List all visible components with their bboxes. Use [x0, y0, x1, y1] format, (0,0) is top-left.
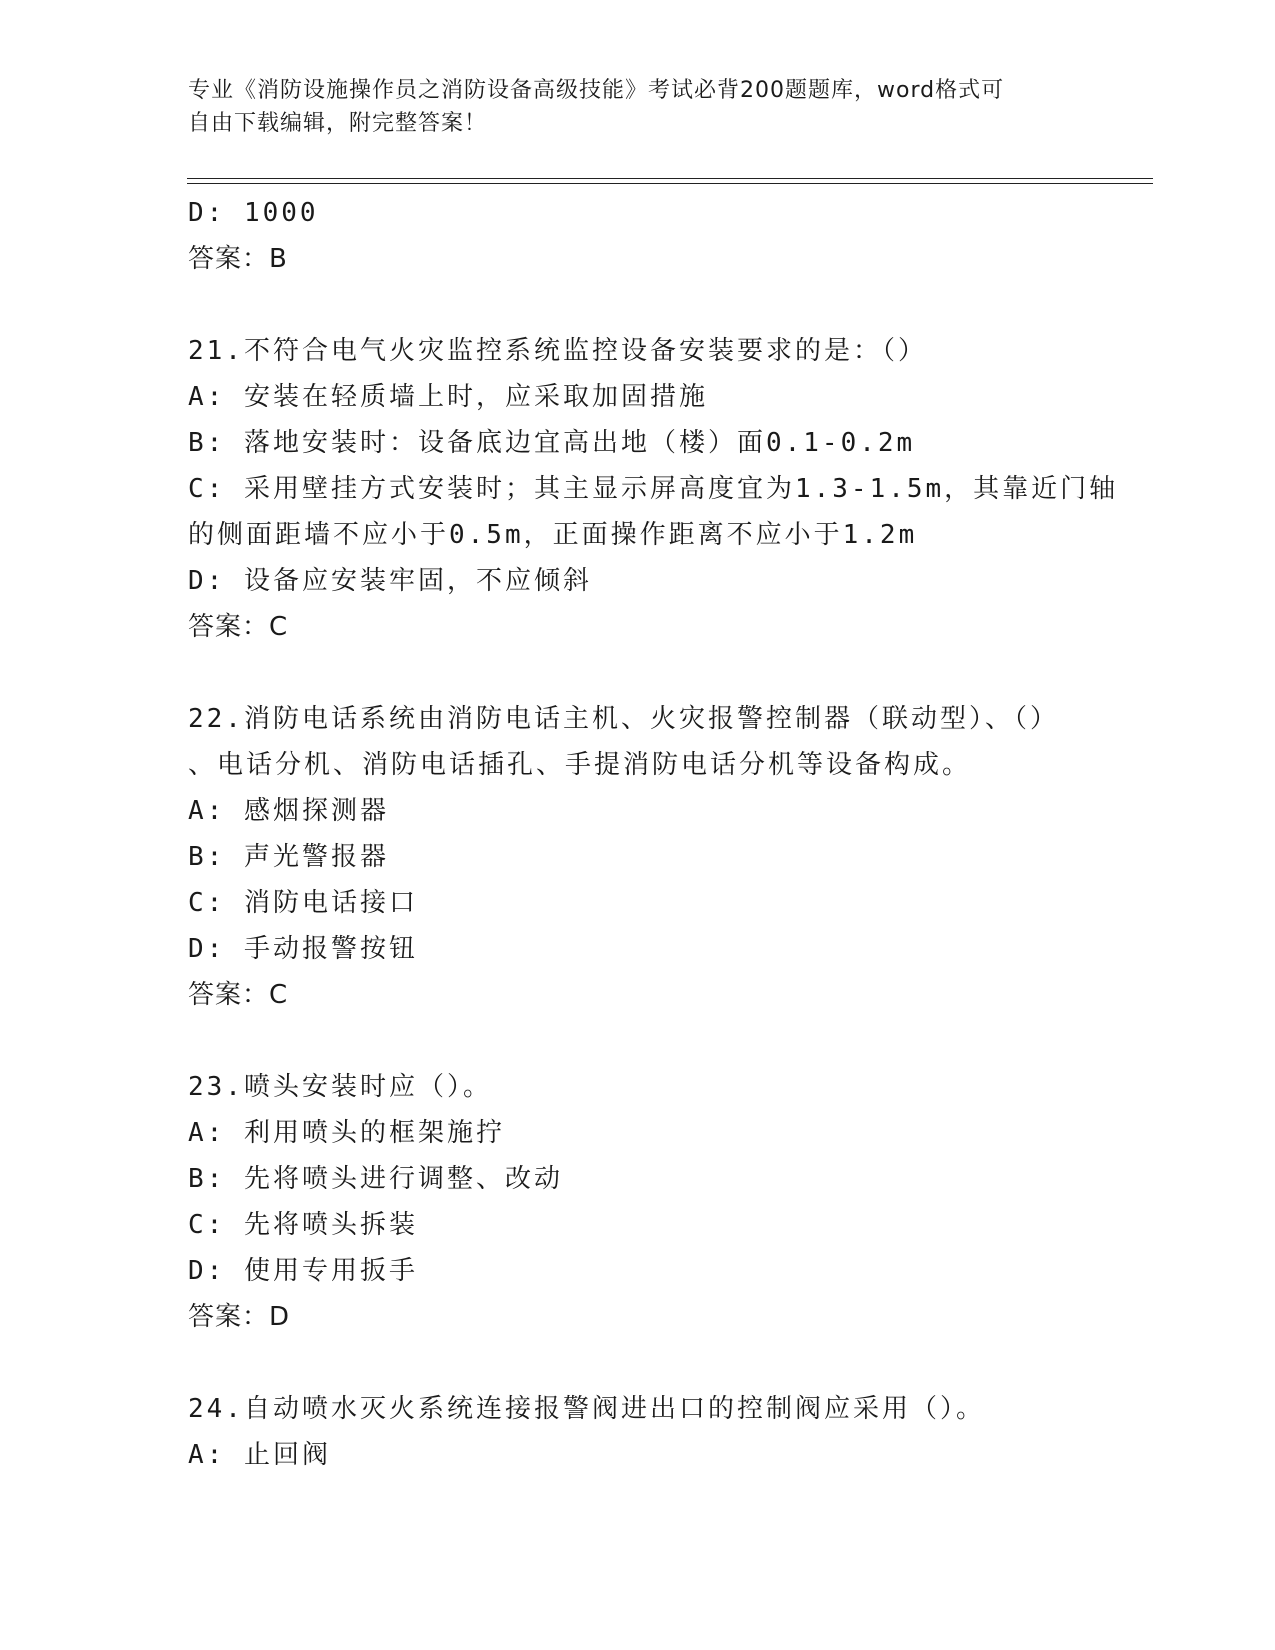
question-content	[188, 190, 1119, 1478]
question-stem: 22.消防电话系统由消防电话主机、火灾报警控制器（联动型）、（）	[188, 704, 1059, 734]
option-d: D: 使用专用扳手	[188, 1256, 418, 1286]
answer: 答案：C	[188, 612, 289, 642]
prev-answer: 答案：B	[188, 244, 288, 274]
option-c: C: 先将喷头拆装	[188, 1210, 418, 1240]
option-a: A: 感烟探测器	[188, 796, 389, 826]
spacer	[188, 1018, 1088, 1064]
question-stem: 24.自动喷水灭火系统连接报警阀进出口的控制阀应采用（）。	[188, 1394, 985, 1424]
answer: 答案：D	[188, 1302, 291, 1332]
option-d: D: 设备应安装牢固，不应倾斜	[188, 566, 592, 596]
option-a: A: 止回阀	[188, 1440, 331, 1470]
question-23	[188, 1064, 1088, 1340]
option-a: A: 安装在轻质墙上时，应采取加固措施	[188, 382, 708, 412]
header-line-2: 自由下载编辑，附完整答案！	[188, 111, 488, 136]
option-c: C: 消防电话接口	[188, 888, 418, 918]
question-stem: 23.喷头安装时应（）。	[188, 1072, 492, 1102]
option-a: A: 利用喷头的框架施拧	[188, 1118, 505, 1148]
option-b: B: 落地安装时：设备底边宜高出地（楼）面0.1-0.2m	[188, 428, 916, 458]
option-c-continued: 的侧面距墙不应小于0.5m，正面操作距离不应小于1.2m	[188, 520, 918, 550]
spacer	[188, 282, 1088, 328]
spacer	[188, 1340, 1088, 1386]
question-21	[188, 328, 1119, 650]
header-divider-top	[187, 178, 1153, 179]
header-line-1: 专业《消防设施操作员之消防设备高级技能》考试必背200题题库，word格式可	[188, 78, 1005, 103]
option-c: C: 采用壁挂方式安装时；其主显示屏高度宜为1.3-1.5m，其靠近门轴	[188, 474, 1119, 504]
question-stem-continued: 、电话分机、消防电话插孔、手提消防电话分机等设备构成。	[188, 750, 972, 780]
question-24	[188, 1386, 1088, 1478]
option-b: B: 先将喷头进行调整、改动	[188, 1164, 563, 1194]
option-d: D: 手动报警按钮	[188, 934, 418, 964]
question-22	[188, 696, 1088, 1018]
header-divider-bottom	[187, 183, 1153, 184]
option-b: B: 声光警报器	[188, 842, 389, 872]
spacer	[188, 650, 1088, 696]
prev-option-d: D: 1000	[188, 198, 319, 228]
answer: 答案：C	[188, 980, 289, 1010]
page-header	[188, 74, 1088, 140]
question-stem: 21.不符合电气火灾监控系统监控设备安装要求的是：（）	[188, 336, 927, 366]
